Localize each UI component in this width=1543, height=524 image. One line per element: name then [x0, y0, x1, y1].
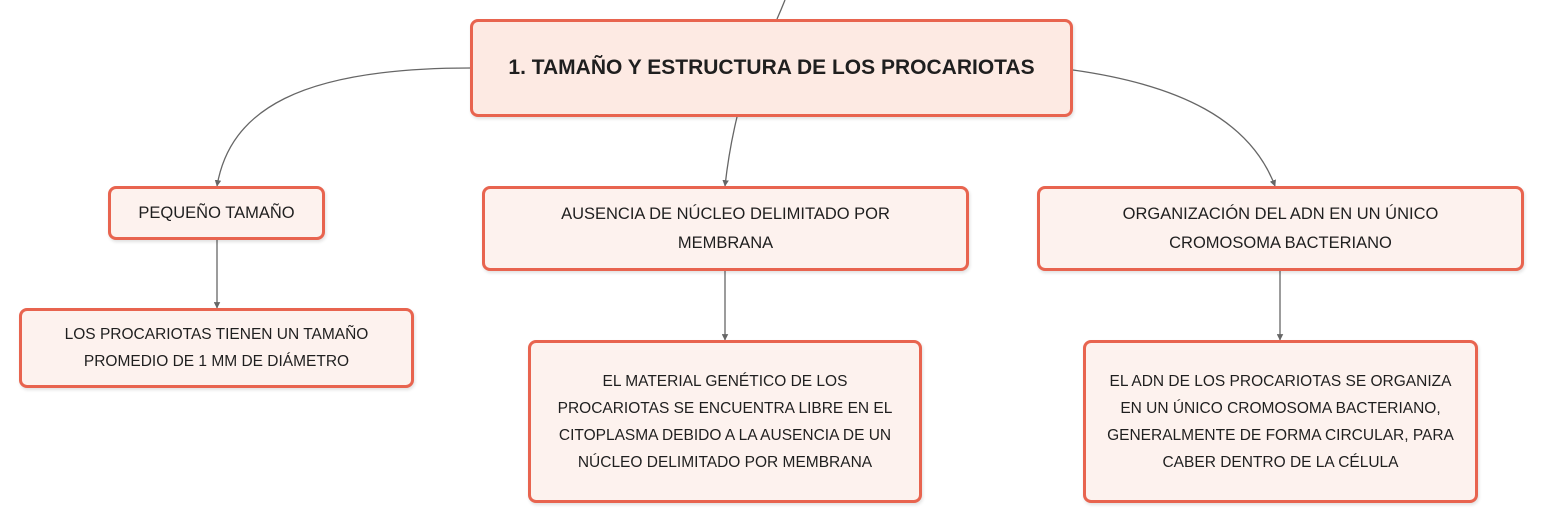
topic-dna-organization[interactable]: [1037, 186, 1524, 271]
connector-parent-to-root: [777, 0, 785, 19]
connector-root-to-small: [217, 68, 470, 186]
root-topic-label: 1. TAMAÑO Y ESTRUCTURA DE LOS PROCARIOTAS: [508, 56, 1035, 79]
topic-small-size[interactable]: [108, 186, 325, 240]
connector-root-to-nucleus: [725, 117, 737, 186]
topic-dna-organization-label: ORGANIZACIÓN DEL ADN EN UN ÚNICO CROMOSOMA BACTERIANO: [1122, 204, 1439, 252]
subtopic-nucleus-detail-label: EL MATERIAL GENÉTICO DE LOS PROCARIOTAS SE ENCUENTRA LIBRE EN EL CITOPLASMA DEBIDO A LA AUSENCIA DE UN NÚCLEO DELIMITADO POR MEMBRANA: [557, 372, 893, 471]
topic-small-size-label: PEQUEÑO TAMAÑO: [138, 203, 295, 222]
topic-no-nucleus[interactable]: [482, 186, 969, 271]
subtopic-dna-detail-label: EL ADN DE LOS PROCARIOTAS SE ORGANIZA EN UN ÚNICO CROMOSOMA BACTERIANO, GENERALMENTE DE FORMA CIRCULAR, PARA CABER DENTRO DE LA CÉLULA: [1107, 372, 1454, 471]
topic-no-nucleus-label: AUSENCIA DE NÚCLEO DELIMITADO POR MEMBRANA: [561, 204, 890, 252]
subtopic-dna-detail[interactable]: [1083, 340, 1478, 503]
root-topic[interactable]: [470, 19, 1073, 117]
subtopic-nucleus-detail[interactable]: [528, 340, 922, 503]
connector-root-to-dna: [1073, 70, 1275, 186]
subtopic-size-detail[interactable]: [19, 308, 414, 388]
subtopic-size-detail-label: LOS PROCARIOTAS TIENEN UN TAMAÑO PROMEDIO DE 1 ΜM DE DIÁMETRO: [64, 326, 369, 370]
